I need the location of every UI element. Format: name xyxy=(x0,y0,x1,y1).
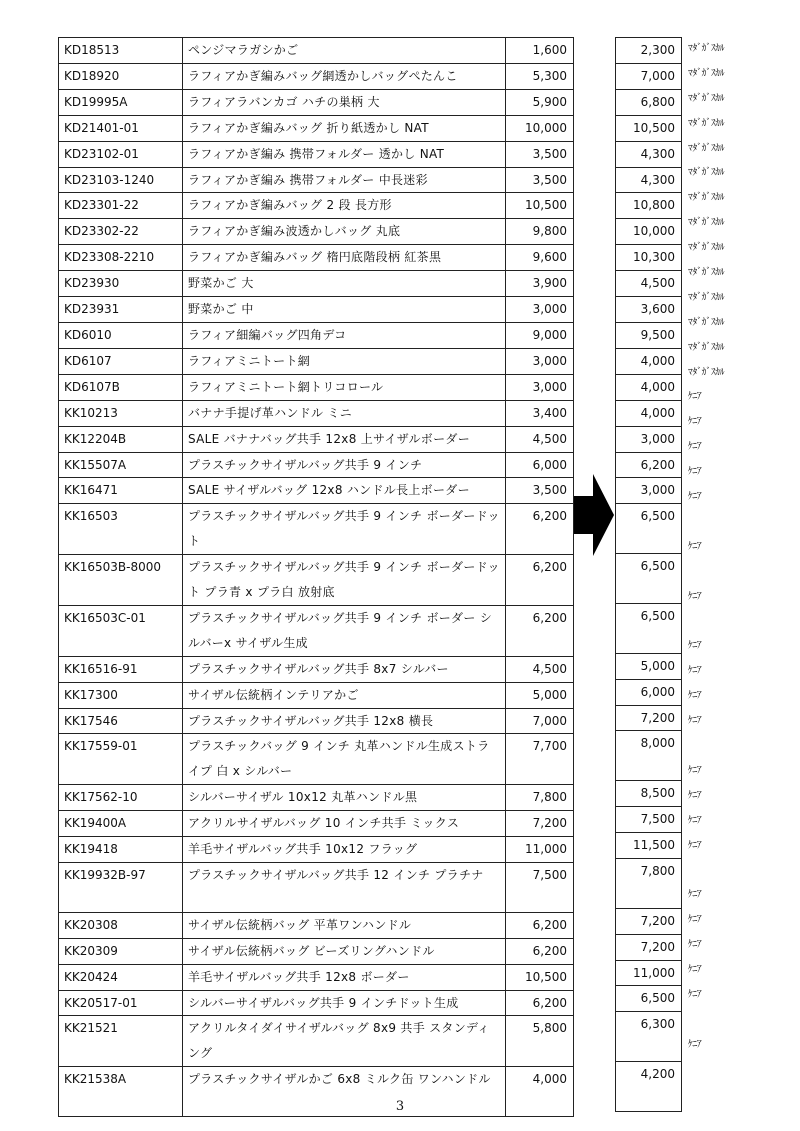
item-code: KK21538A xyxy=(59,1067,183,1117)
table-row xyxy=(59,863,574,913)
item-name: プラスチックサイザルバッグ共手 12x8 横長 xyxy=(183,708,506,734)
new-price: 7,200 xyxy=(616,934,682,960)
table-row xyxy=(59,89,574,115)
current-price: 7,700 xyxy=(506,734,574,785)
origin-country: ｹﾆｱ xyxy=(688,964,702,976)
item-code: KD6107B xyxy=(59,374,183,400)
item-name: バナナ手提げ革ハンドル ミニ xyxy=(183,400,506,426)
item-code: KD23930 xyxy=(59,271,183,297)
current-price: 5,900 xyxy=(506,89,574,115)
table-row xyxy=(59,708,574,734)
new-price: 7,000 xyxy=(616,63,682,89)
current-price: 1,600 xyxy=(506,38,574,64)
current-price: 3,900 xyxy=(506,271,574,297)
table-row xyxy=(616,934,682,960)
origin-country: ｹﾆｱ xyxy=(688,391,702,403)
table-row xyxy=(59,38,574,64)
table-row xyxy=(59,297,574,323)
table-row xyxy=(616,115,682,141)
item-code: KK21521 xyxy=(59,1016,183,1067)
origin-column xyxy=(688,37,724,1083)
origin-country: ｹﾆｱ xyxy=(688,1038,702,1050)
item-name: プラスチックサイザルバッグ共手 9 インチ ボーダー シルバーx サイザル生成 xyxy=(183,605,506,656)
item-name: ラフィアラバンカゴ ハチの巣柄 大 xyxy=(183,89,506,115)
item-name: ラフィアミニトート網 xyxy=(183,348,506,374)
origin-country: ｹﾆｱ xyxy=(688,441,702,453)
item-name: プラスチックサイザルバッグ共手 9 インチ xyxy=(183,452,506,478)
new-price: 11,500 xyxy=(616,833,682,859)
new-price: 7,500 xyxy=(616,807,682,833)
table-row xyxy=(59,555,574,606)
table-row xyxy=(616,89,682,115)
item-name: 羊毛サイザルバッグ共手 12x8 ボーダー xyxy=(183,964,506,990)
origin-country: ﾏﾀﾞｶﾞｽｶﾙ xyxy=(688,142,725,154)
item-name: アクリルタイダイサイザルバッグ 8x9 共手 スタンディング xyxy=(183,1016,506,1067)
current-price: 7,800 xyxy=(506,785,574,811)
new-price: 10,000 xyxy=(616,219,682,245)
new-price: 6,200 xyxy=(616,452,682,478)
table-row xyxy=(59,682,574,708)
table-row xyxy=(59,478,574,504)
item-name: アクリルサイザルバッグ 10 インチ共手 ミックス xyxy=(183,811,506,837)
origin-country: ﾏﾀﾞｶﾞｽｶﾙ xyxy=(688,167,725,179)
origin-country: ｹﾆｱ xyxy=(688,640,702,652)
table-row xyxy=(616,731,682,781)
item-code: KK16503C-01 xyxy=(59,605,183,656)
origin-country: ｹﾆｱ xyxy=(688,665,702,677)
item-code: KD23301-22 xyxy=(59,193,183,219)
table-row xyxy=(59,374,574,400)
right-arrow-icon xyxy=(574,474,614,556)
table-row xyxy=(616,858,682,908)
item-name: サイザル伝統柄バッグ 平革ワンハンドル xyxy=(183,912,506,938)
page-number: 3 xyxy=(395,1099,405,1114)
origin-country: ｹﾆｱ xyxy=(688,889,702,901)
item-name: シルバーサイザル 10x12 丸革ハンドル黒 xyxy=(183,785,506,811)
current-price: 9,000 xyxy=(506,322,574,348)
origin-country: ｹﾆｱ xyxy=(688,540,702,552)
current-price: 4,500 xyxy=(506,656,574,682)
new-price: 6,000 xyxy=(616,679,682,705)
table-row xyxy=(59,785,574,811)
current-price: 6,200 xyxy=(506,938,574,964)
table-row xyxy=(616,167,682,193)
item-name: ラフィアミニトート網トリコロール xyxy=(183,374,506,400)
item-code: KD18920 xyxy=(59,63,183,89)
new-price: 4,300 xyxy=(616,141,682,167)
table-row xyxy=(59,115,574,141)
table-row xyxy=(59,245,574,271)
table-row xyxy=(616,833,682,859)
table-row xyxy=(616,960,682,986)
origin-country: ﾏﾀﾞｶﾞｽｶﾙ xyxy=(688,92,725,104)
table-row xyxy=(616,478,682,504)
current-price: 3,000 xyxy=(506,348,574,374)
table-row xyxy=(616,400,682,426)
origin-country: ｹﾆｱ xyxy=(688,690,702,702)
new-price: 4,000 xyxy=(616,374,682,400)
item-code: KK17300 xyxy=(59,682,183,708)
table-row xyxy=(616,322,682,348)
table-row xyxy=(59,193,574,219)
item-name: プラスチックバッグ 9 インチ 丸革ハンドル生成ストライプ 白 x シルバー xyxy=(183,734,506,785)
current-price: 9,600 xyxy=(506,245,574,271)
current-price: 3,500 xyxy=(506,141,574,167)
table-row xyxy=(616,219,682,245)
current-price: 6,000 xyxy=(506,452,574,478)
current-price: 6,200 xyxy=(506,912,574,938)
item-code: KD6107 xyxy=(59,348,183,374)
table-row xyxy=(59,912,574,938)
new-price: 3,000 xyxy=(616,478,682,504)
current-price: 10,500 xyxy=(506,964,574,990)
item-code: KK19418 xyxy=(59,837,183,863)
table-row xyxy=(616,705,682,731)
table-row xyxy=(616,679,682,705)
origin-country: ｹﾆｱ xyxy=(688,839,702,851)
origin-country: ﾏﾀﾞｶﾞｽｶﾙ xyxy=(688,366,725,378)
table-row xyxy=(59,452,574,478)
new-price: 7,200 xyxy=(616,705,682,731)
new-price: 4,000 xyxy=(616,400,682,426)
current-price: 10,000 xyxy=(506,115,574,141)
origin-country: ﾏﾀﾞｶﾞｽｶﾙ xyxy=(688,67,725,79)
item-name: ラフィアかぎ編みバッグ網透かしバッグぺたんこ xyxy=(183,63,506,89)
item-code: KD23308-2210 xyxy=(59,245,183,271)
origin-country: ｹﾆｱ xyxy=(688,914,702,926)
table-row xyxy=(616,141,682,167)
table-row xyxy=(59,605,574,656)
new-price: 6,500 xyxy=(616,603,682,653)
new-price: 4,200 xyxy=(616,1062,682,1112)
item-code: KD19995A xyxy=(59,89,183,115)
new-price: 4,300 xyxy=(616,167,682,193)
current-price: 3,000 xyxy=(506,297,574,323)
origin-country: ｹﾆｱ xyxy=(688,789,702,801)
current-price: 3,000 xyxy=(506,374,574,400)
item-name: 羊毛サイザルバッグ共手 10x12 フラッグ xyxy=(183,837,506,863)
item-code: KK19400A xyxy=(59,811,183,837)
current-price: 4,000 xyxy=(506,1067,574,1117)
item-code: KD23102-01 xyxy=(59,141,183,167)
new-price: 5,000 xyxy=(616,653,682,679)
item-code: KK16471 xyxy=(59,478,183,504)
current-price: 5,000 xyxy=(506,682,574,708)
item-name: 野菜かご 中 xyxy=(183,297,506,323)
new-price: 6,500 xyxy=(616,986,682,1012)
item-name: サイザル伝統柄インテリアかご xyxy=(183,682,506,708)
table-row xyxy=(616,452,682,478)
current-price: 11,000 xyxy=(506,837,574,863)
table-row xyxy=(59,219,574,245)
current-price: 6,200 xyxy=(506,990,574,1016)
table-row xyxy=(616,908,682,934)
origin-country: ﾏﾀﾞｶﾞｽｶﾙ xyxy=(688,217,725,229)
item-name: プラスチックサイザルかご 6x8 ミルク缶 ワンハンドル xyxy=(183,1067,506,1117)
origin-country: ｹﾆｱ xyxy=(688,416,702,428)
table-row xyxy=(616,1012,682,1062)
table-row xyxy=(59,426,574,452)
table-row xyxy=(616,63,682,89)
table-row xyxy=(616,374,682,400)
item-code: KK16516-91 xyxy=(59,656,183,682)
origin-country: ﾏﾀﾞｶﾞｽｶﾙ xyxy=(688,192,725,204)
table-row xyxy=(59,63,574,89)
table-row xyxy=(616,193,682,219)
origin-country: ｹﾆｱ xyxy=(688,764,702,776)
item-code: KD23302-22 xyxy=(59,219,183,245)
item-name: 野菜かご 大 xyxy=(183,271,506,297)
new-price: 8,000 xyxy=(616,731,682,781)
table-row xyxy=(616,504,682,554)
current-price: 3,400 xyxy=(506,400,574,426)
item-name: ラフィアかぎ編みバッグ 2 段 長方形 xyxy=(183,193,506,219)
new-price: 6,300 xyxy=(616,1012,682,1062)
item-code: KK10213 xyxy=(59,400,183,426)
table-row xyxy=(59,167,574,193)
table-row xyxy=(59,141,574,167)
table-row xyxy=(616,781,682,807)
new-price: 10,800 xyxy=(616,193,682,219)
item-code: KK15507A xyxy=(59,452,183,478)
table-row xyxy=(59,504,574,555)
new-price: 7,800 xyxy=(616,858,682,908)
item-code: KK20517-01 xyxy=(59,990,183,1016)
new-price: 9,500 xyxy=(616,322,682,348)
new-price: 6,800 xyxy=(616,89,682,115)
current-price: 3,500 xyxy=(506,167,574,193)
item-code: KK17562-10 xyxy=(59,785,183,811)
current-price: 6,200 xyxy=(506,605,574,656)
item-code: KD6010 xyxy=(59,322,183,348)
item-code: KK12204B xyxy=(59,426,183,452)
item-name: ラフィアかぎ編みバッグ 楕円底階段柄 紅茶黒 xyxy=(183,245,506,271)
item-code: KD23103-1240 xyxy=(59,167,183,193)
price-table-new xyxy=(615,37,682,1112)
table-row xyxy=(59,837,574,863)
item-code: KD23931 xyxy=(59,297,183,323)
item-code: KK20309 xyxy=(59,938,183,964)
table-row xyxy=(616,297,682,323)
new-price: 6,500 xyxy=(616,504,682,554)
table-row xyxy=(616,38,682,64)
item-code: KK20424 xyxy=(59,964,183,990)
origin-country: ﾏﾀﾞｶﾞｽｶﾙ xyxy=(688,43,725,54)
table-row xyxy=(616,554,682,604)
table-row xyxy=(59,938,574,964)
new-price: 8,500 xyxy=(616,781,682,807)
origin-country: ｹﾆｱ xyxy=(688,590,702,602)
current-price: 5,800 xyxy=(506,1016,574,1067)
new-price: 10,300 xyxy=(616,245,682,271)
current-price: 9,800 xyxy=(506,219,574,245)
current-price: 5,300 xyxy=(506,63,574,89)
new-price: 4,000 xyxy=(616,348,682,374)
current-price: 6,200 xyxy=(506,555,574,606)
origin-country: ﾏﾀﾞｶﾞｽｶﾙ xyxy=(688,242,725,254)
origin-country: ﾏﾀﾞｶﾞｽｶﾙ xyxy=(688,316,725,328)
new-price: 10,500 xyxy=(616,115,682,141)
item-name: プラスチックサイザルバッグ共手 9 インチ ボーダードット xyxy=(183,504,506,555)
item-name: SALE サイザルバッグ 12x8 ハンドル長上ボーダー xyxy=(183,478,506,504)
table-row xyxy=(616,807,682,833)
new-price: 7,200 xyxy=(616,908,682,934)
item-name: ペンジマラガシかご xyxy=(183,38,506,64)
origin-country: ｹﾆｱ xyxy=(688,939,702,951)
new-price: 2,300 xyxy=(616,38,682,64)
new-price: 4,500 xyxy=(616,271,682,297)
origin-country: ﾏﾀﾞｶﾞｽｶﾙ xyxy=(688,117,725,129)
item-code: KK19932B-97 xyxy=(59,863,183,913)
origin-country: ｹﾆｱ xyxy=(688,466,702,478)
origin-country: ｹﾆｱ xyxy=(688,715,702,727)
current-price: 7,500 xyxy=(506,863,574,913)
table-row xyxy=(59,348,574,374)
origin-country: ｹﾆｱ xyxy=(688,491,702,503)
table-row xyxy=(59,400,574,426)
current-price: 7,000 xyxy=(506,708,574,734)
table-row xyxy=(616,426,682,452)
item-name: シルバーサイザルバッグ共手 9 インチドット生成 xyxy=(183,990,506,1016)
table-row xyxy=(59,1016,574,1067)
current-price: 10,500 xyxy=(506,193,574,219)
origin-country: ｹﾆｱ xyxy=(688,988,702,1000)
table-row xyxy=(616,245,682,271)
item-code: KD21401-01 xyxy=(59,115,183,141)
table-row xyxy=(59,656,574,682)
table-row xyxy=(59,322,574,348)
item-name: プラスチックサイザルバッグ共手 12 インチ プラチナ xyxy=(183,863,506,913)
item-name: SALE バナナバッグ共手 12x8 上サイザルボーダー xyxy=(183,426,506,452)
new-price: 6,500 xyxy=(616,554,682,604)
item-code: KK20308 xyxy=(59,912,183,938)
item-name: サイザル伝統柄バッグ ビーズリングハンドル xyxy=(183,938,506,964)
new-price: 11,000 xyxy=(616,960,682,986)
table-row xyxy=(616,271,682,297)
item-name: プラスチックサイザルバッグ共手 8x7 シルバー xyxy=(183,656,506,682)
current-price: 3,500 xyxy=(506,478,574,504)
origin-country: ﾏﾀﾞｶﾞｽｶﾙ xyxy=(688,291,725,303)
current-price: 4,500 xyxy=(506,426,574,452)
item-name: ラフィアかぎ編み 携帯フォルダー 中長迷彩 xyxy=(183,167,506,193)
table-row xyxy=(616,348,682,374)
origin-country: ﾏﾀﾞｶﾞｽｶﾙ xyxy=(688,341,725,353)
table-row xyxy=(59,811,574,837)
item-name: ラフィアかぎ編み 携帯フォルダー 透かし NAT xyxy=(183,141,506,167)
item-code: KD18513 xyxy=(59,38,183,64)
table-row xyxy=(616,603,682,653)
current-price: 7,200 xyxy=(506,811,574,837)
item-name: ラフィアかぎ編みバッグ 折り紙透かし NAT xyxy=(183,115,506,141)
current-price: 6,200 xyxy=(506,504,574,555)
item-code: KK16503B-8000 xyxy=(59,555,183,606)
item-code: KK17546 xyxy=(59,708,183,734)
new-price: 3,000 xyxy=(616,426,682,452)
table-row xyxy=(616,653,682,679)
origin-country: ﾏﾀﾞｶﾞｽｶﾙ xyxy=(688,267,725,279)
price-table-current xyxy=(58,37,574,1117)
origin-country: ｹﾆｱ xyxy=(688,814,702,826)
new-price: 3,600 xyxy=(616,297,682,323)
table-row xyxy=(59,990,574,1016)
table-row xyxy=(59,964,574,990)
item-name: ラフィア細編バッグ四角デコ xyxy=(183,322,506,348)
item-code: KK17559-01 xyxy=(59,734,183,785)
item-name: ラフィアかぎ編み波透かしバッグ 丸底 xyxy=(183,219,506,245)
item-name: プラスチックサイザルバッグ共手 9 インチ ボーダードット プラ青 x プラ白 放射底 xyxy=(183,555,506,606)
table-row xyxy=(616,986,682,1012)
item-code: KK16503 xyxy=(59,504,183,555)
table-row xyxy=(59,734,574,785)
table-row xyxy=(59,271,574,297)
